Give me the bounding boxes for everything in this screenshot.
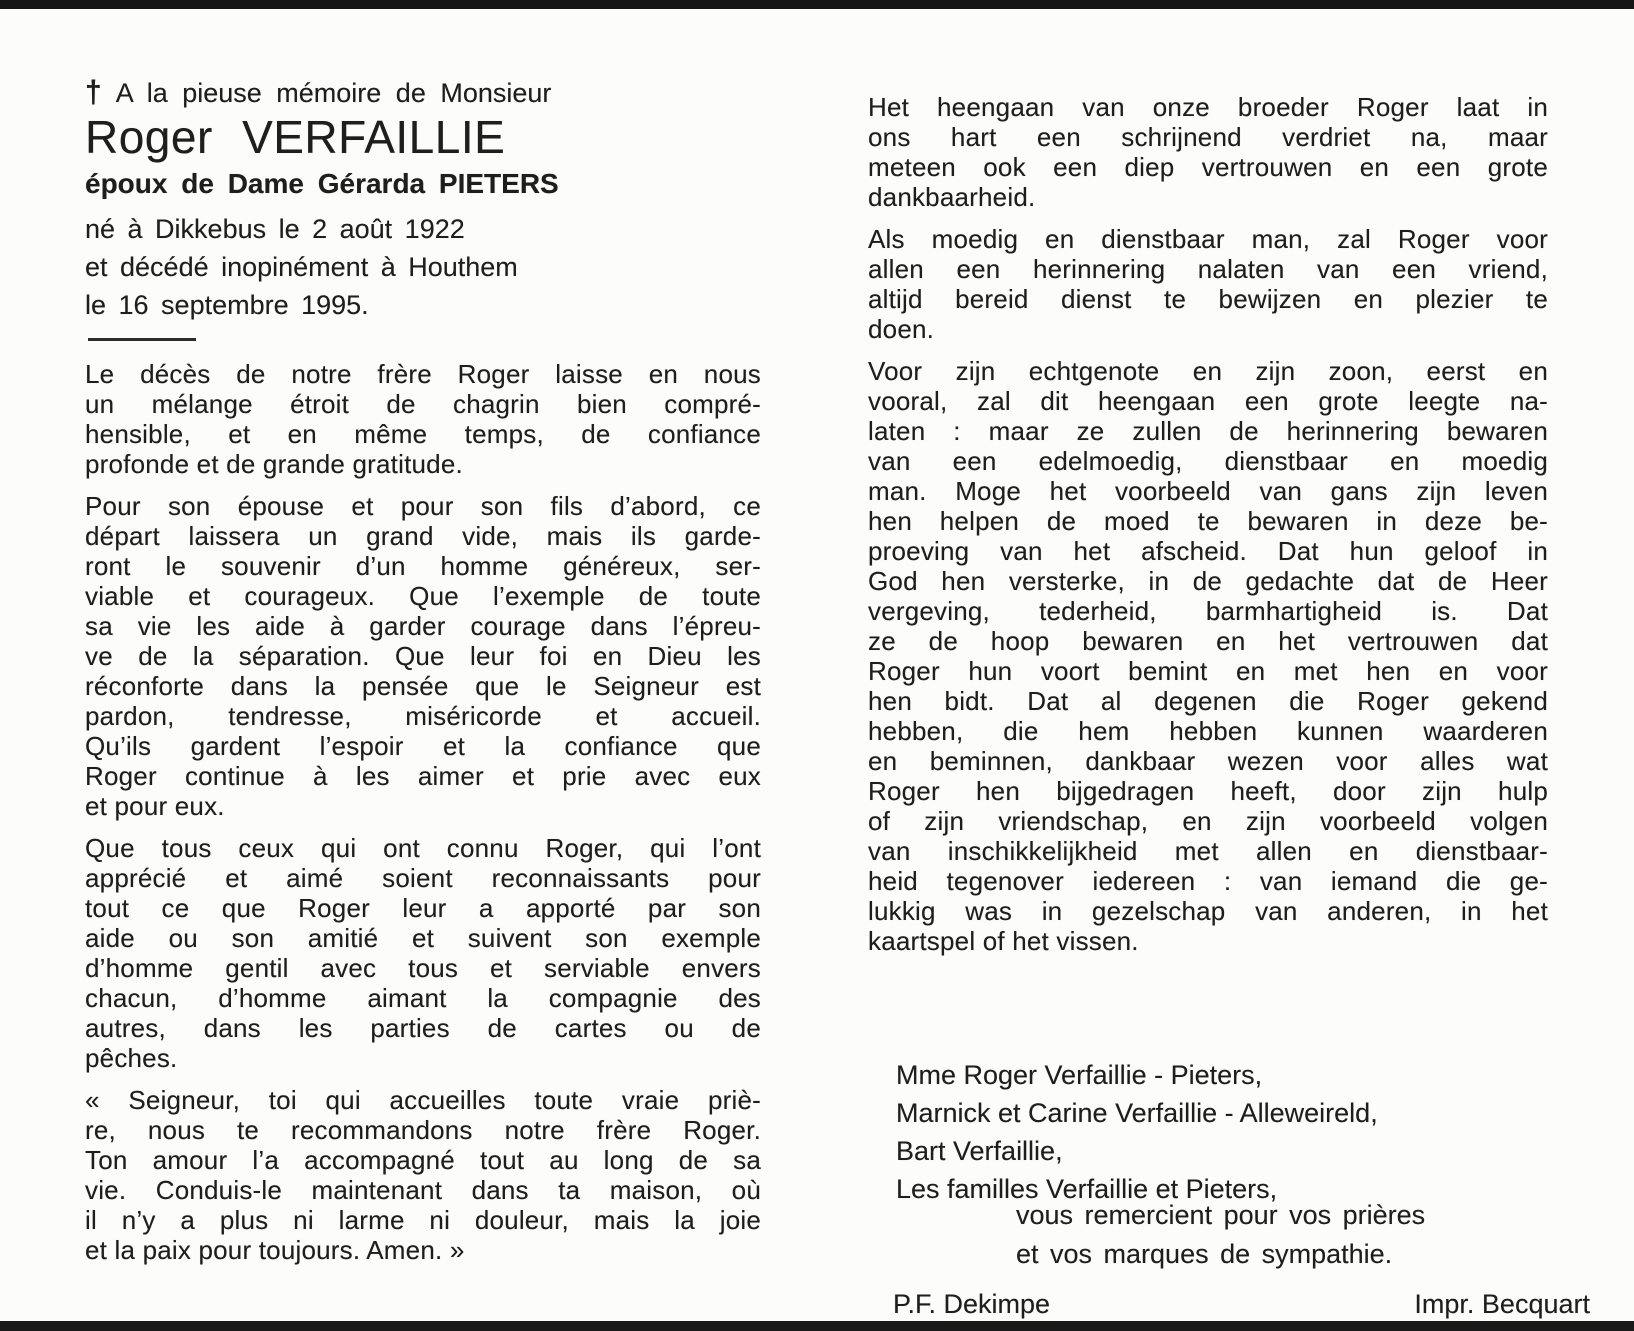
- text-line: Roger hun voort bemint en met hen en voor: [868, 656, 1548, 686]
- funeral-home-name: P.F. Dekimpe: [893, 1289, 1051, 1319]
- french-prayer-quote: [85, 1085, 761, 1265]
- text-line: ve de la séparation. Que leur foi en Dieu les: [85, 641, 761, 671]
- french-paragraph-1: [85, 359, 761, 479]
- birth-death-lines: [85, 210, 761, 324]
- text-line: il n’y a plus ni larme ni douleur, mais la joie: [85, 1205, 761, 1235]
- text-line: aide ou son amitié et suivent son exemple: [85, 923, 761, 953]
- scan-edge-top: [0, 0, 1634, 9]
- text-line: heid tegenover iedereen : van iemand die ge-: [868, 866, 1548, 896]
- text-line: Marnick et Carine Verfaillie - Alleweireld,: [896, 1098, 1378, 1128]
- text-line: Ton amour l’a accompagné tout au long de sa: [85, 1145, 761, 1175]
- text-line: Pour son épouse et pour son fils d’abord, ce: [85, 491, 761, 521]
- text-line: hebben, die hem hebben kunnen waarderen: [868, 716, 1548, 746]
- cross-icon: †: [85, 75, 102, 110]
- text-line: et décédé inopinément à Houthem: [85, 252, 518, 282]
- printer-name: Impr. Becquart: [1414, 1289, 1590, 1319]
- dedication-line: [85, 75, 761, 110]
- text-line: ront le souvenir d’un homme généreux, ser-: [85, 551, 761, 581]
- text-line: né à Dikkebus le 2 août 1922: [85, 214, 465, 244]
- spouse-line: époux de Dame Gérarda PIETERS: [85, 168, 559, 199]
- text-line: et la paix pour toujours. Amen. »: [85, 1235, 465, 1265]
- text-line: chacun, d’homme aimant la compagnie des: [85, 983, 761, 1013]
- acknowledgment-lines: [1016, 1196, 1556, 1274]
- text-line: allen een herinnering nalaten van een vriend,: [868, 254, 1548, 284]
- text-line: Roger continue à les aimer et prie avec eux: [85, 761, 761, 791]
- scan-edge-bottom: [0, 1321, 1634, 1331]
- text-line: hensible, et en même temps, de confiance: [85, 419, 761, 449]
- text-line: réconforte dans la pensée que le Seigneur est: [85, 671, 761, 701]
- text-line: of zijn vriendschap, en zijn voorbeeld volgen: [868, 806, 1548, 836]
- french-paragraph-3: [85, 833, 761, 1073]
- text-line: pêches.: [85, 1043, 178, 1073]
- text-line: en beminnen, dankbaar wezen voor alles wat: [868, 746, 1548, 776]
- text-line: Mme Roger Verfaillie - Pieters,: [896, 1060, 1263, 1090]
- text-line: et vos marques de sympathie.: [1016, 1239, 1393, 1269]
- text-line: meteen ook een diep vertrouwen en een grote: [868, 152, 1548, 182]
- text-line: d’homme gentil avec tous et serviable envers: [85, 953, 761, 983]
- text-line: « Seigneur, toi qui accueilles toute vraie priè-: [85, 1085, 761, 1115]
- text-line: hen helpen de moed te bewaren in deze be-: [868, 506, 1548, 536]
- deceased-name: Roger VERFAILLIE: [85, 111, 506, 163]
- text-line: apprécié et aimé soient reconnaissants pour: [85, 863, 761, 893]
- text-line: proeving van het afscheid. Dat hun geloof in: [868, 536, 1548, 566]
- divider-rule: [88, 338, 196, 341]
- text-line: re, nous te recommandons notre frère Roger.: [85, 1115, 761, 1145]
- text-line: vie. Conduis-le maintenant dans ta maison, où: [85, 1175, 761, 1205]
- text-line: Bart Verfaillie,: [896, 1136, 1063, 1166]
- text-line: vergeving, tederheid, barmhartigheid is. Dat: [868, 596, 1548, 626]
- text-line: sa vie les aide à garder courage dans l’épreu-: [85, 611, 761, 641]
- dutch-paragraph-1: [868, 92, 1548, 212]
- text-line: pardon, tendresse, miséricorde et accueil.: [85, 701, 761, 731]
- text-line: dankbaarheid.: [868, 182, 1036, 212]
- dutch-column: [868, 92, 1548, 956]
- text-line: Le décès de notre frère Roger laisse en nous: [85, 359, 761, 389]
- dedication-text: A la pieuse mémoire de Monsieur: [115, 78, 552, 108]
- text-line: kaartspel of het vissen.: [868, 926, 1139, 956]
- text-line: ons hart een schrijnend verdriet na, maar: [868, 122, 1548, 152]
- imprint-footer: [893, 1288, 1590, 1320]
- text-line: laten : maar ze zullen de herinnering bewaren: [868, 416, 1548, 446]
- text-line: vooral, zal dit heengaan een grote leegte na-: [868, 386, 1548, 416]
- text-line: autres, dans les parties de cartes ou de: [85, 1013, 761, 1043]
- text-line: altijd bereid dienst te bewijzen en plezier te: [868, 284, 1548, 314]
- text-line: God hen versterke, in de gedachte dat de Heer: [868, 566, 1548, 596]
- text-line: un mélange étroit de chagrin bien compré-: [85, 389, 761, 419]
- text-line: départ laissera un grand vide, mais ils garde-: [85, 521, 761, 551]
- text-line: man. Moge het voorbeeld van gans zijn leven: [868, 476, 1548, 506]
- french-column: [85, 75, 761, 1265]
- french-paragraph-2: [85, 491, 761, 821]
- text-line: doen.: [868, 314, 935, 344]
- text-line: ze de hoop bewaren en het vertrouwen dat: [868, 626, 1548, 656]
- text-line: hen bidt. Dat al degenen die Roger gekend: [868, 686, 1548, 716]
- text-line: Roger hen bijgedragen heeft, door zijn hulp: [868, 776, 1548, 806]
- text-line: vous remercient pour vos prières: [1016, 1200, 1426, 1230]
- family-names-list: [896, 1056, 1556, 1208]
- text-line: Voor zijn echtgenote en zijn zoon, eerst en: [868, 356, 1548, 386]
- text-line: Als moedig en dienstbaar man, zal Roger voor: [868, 224, 1548, 254]
- text-line: van inschikkelijkheid met allen en dienstbaar-: [868, 836, 1548, 866]
- text-line: Qu’ils gardent l’espoir et la confiance que: [85, 731, 761, 761]
- dutch-paragraph-2: [868, 224, 1548, 344]
- text-line: viable et courageux. Que l’exemple de toute: [85, 581, 761, 611]
- text-line: et pour eux.: [85, 791, 225, 821]
- text-line: le 16 septembre 1995.: [85, 290, 369, 320]
- dutch-paragraph-3: [868, 356, 1548, 956]
- text-line: lukkig was in gezelschap van anderen, in het: [868, 896, 1548, 926]
- text-line: Que tous ceux qui ont connu Roger, qui l’ont: [85, 833, 761, 863]
- text-line: tout ce que Roger leur a apporté par son: [85, 893, 761, 923]
- text-line: van een edelmoedig, dienstbaar en moedig: [868, 446, 1548, 476]
- text-line: Les familles Verfaillie et Pieters,: [896, 1174, 1278, 1204]
- text-line: Het heengaan van onze broeder Roger laat in: [868, 92, 1548, 122]
- text-line: profonde et de grande gratitude.: [85, 449, 463, 479]
